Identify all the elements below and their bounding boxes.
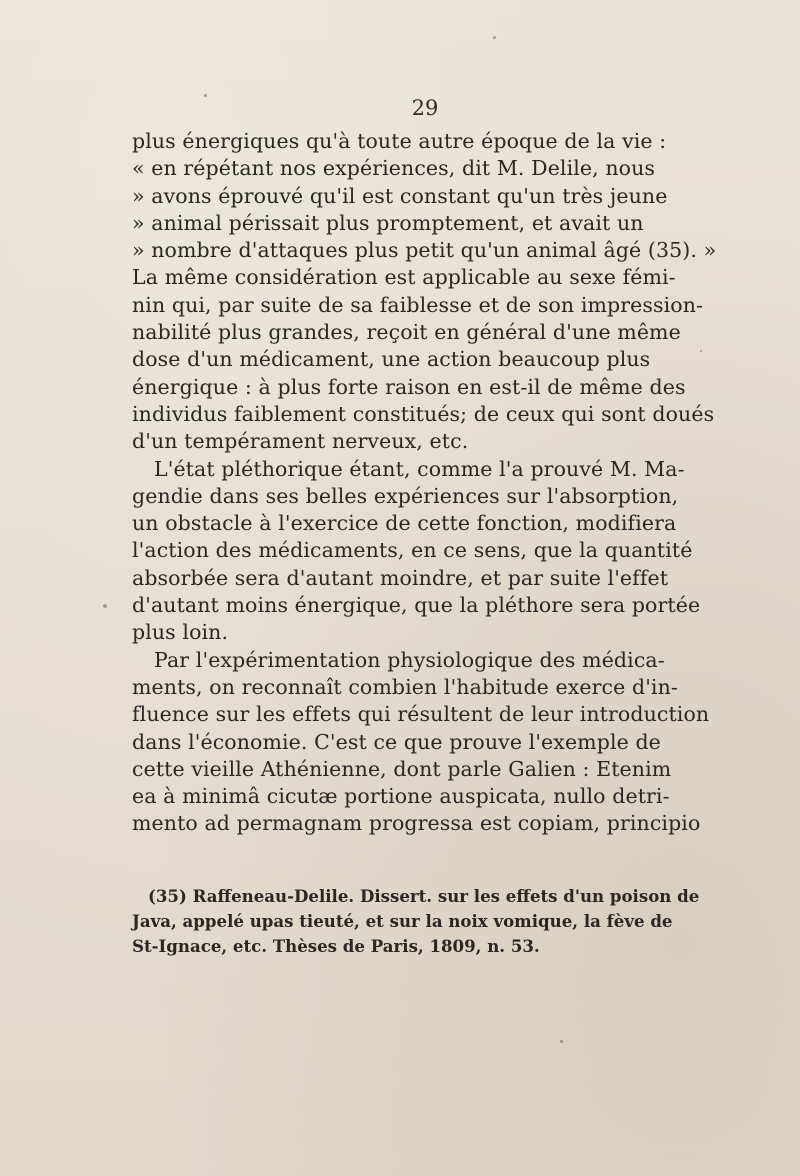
text-line: énergique : à plus forte raison en est-il de même des [132, 374, 686, 399]
text-line: « en répétant nos expériences, dit M. Delile, nous [132, 156, 656, 181]
paper-speck [700, 350, 702, 352]
footnote [132, 884, 700, 959]
text-line: L'état pléthorique étant, comme l'a prouvé M. Ma- [154, 456, 685, 481]
text-line: d'autant moins énergique, que la pléthore sera portée [132, 593, 701, 618]
text-line: ments, on reconnaît combien l'habitude exerce d'in- [132, 674, 678, 699]
text-line: nabilité plus grandes, reçoit en général d'une même [132, 320, 681, 345]
page-number: 29 [411, 96, 439, 120]
text-line: La même considération est applicable au sexe fémi- [132, 265, 676, 290]
text-line: nin qui, par suite de sa faiblesse et de son impression- [132, 292, 704, 317]
text-line: un obstacle à l'exercice de cette fonction, modifiera [132, 511, 677, 536]
text-line: d'un tempérament nerveux, etc. [132, 429, 469, 454]
text-line: absorbée sera d'autant moindre, et par suite l'effet [132, 565, 669, 590]
footnote-line: Java, appelé upas tieuté, et sur la noix vomique, la fève de [132, 911, 673, 931]
text-line: mento ad permagnam progressa est copiam, principio [132, 811, 701, 836]
paper-speck [204, 94, 207, 97]
paper-speck [493, 36, 496, 39]
text-line: » animal périssait plus promptement, et avait un [132, 210, 644, 235]
text-line: Par l'expérimentation physiologique des médica- [154, 647, 665, 672]
text-line: plus loin. [132, 620, 229, 645]
text-line: fluence sur les effets qui résultent de leur introduction [132, 702, 710, 727]
text-line: gendie dans ses belles expériences sur l'absorption, [132, 483, 679, 508]
text-line: dose d'un médicament, une action beaucoup plus [132, 347, 651, 372]
text-line: cette vieille Athénienne, dont parle Galien : Etenim [132, 756, 672, 781]
paper-speck [560, 1040, 563, 1043]
text-line: l'action des médicaments, en ce sens, que la quantité [132, 538, 693, 563]
footnote-line: (35) Raffeneau-Delile. Dissert. sur les effets d'un poison de [148, 886, 700, 906]
paper-speck [103, 604, 107, 608]
footnote-line: St-Ignace, etc. Thèses de Paris, 1809, n. 53. [132, 936, 540, 956]
text-line: individus faiblement constitués; de ceux qui sont doués [132, 401, 715, 426]
text-line: » nombre d'attaques plus petit qu'un animal âgé (35). » [132, 238, 717, 263]
text-line: » avons éprouvé qu'il est constant qu'un très jeune [132, 183, 668, 208]
text-line: ea à minimâ cicutæ portione auspicata, nullo detri- [132, 784, 670, 809]
main-text [132, 128, 717, 838]
text-line: plus énergiques qu'à toute autre époque de la vie : [132, 129, 667, 153]
text-line: dans l'économie. C'est ce que prouve l'exemple de [132, 729, 661, 754]
